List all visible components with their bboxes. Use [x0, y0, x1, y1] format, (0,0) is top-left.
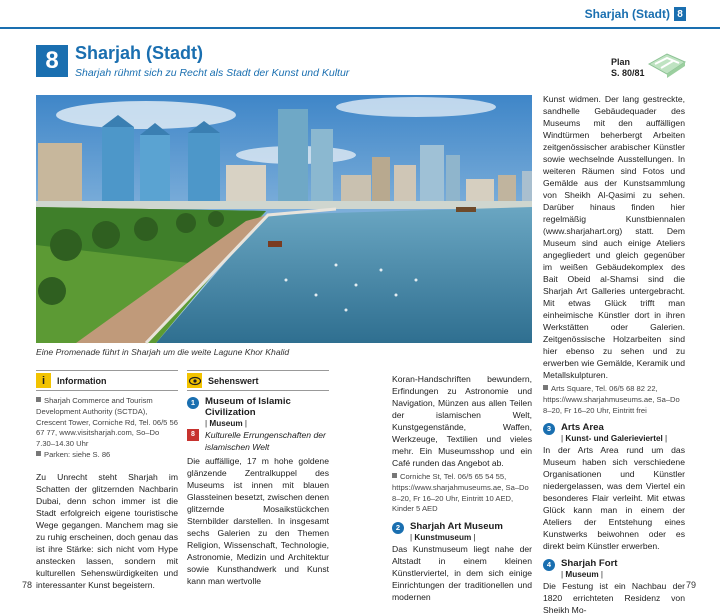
sight-1-text-continued: Koran-Handschriften bewundern, Erfindungen zu Astronomie und Navigation, Münzen aus allen Teilen der islamischen Welt, Kunstgegenstände, Waffen, Werkzeuge, Textilien und vieles mehr. Ein Museumsshop und ein Café runden das Angebot ab. [392, 374, 532, 468]
sight-1 [187, 396, 329, 429]
photo-caption: Eine Promenade führt in Sharjah um die weite Lagune Khor Khalid [36, 347, 290, 357]
sight-2-category: | Kunstmuseum | [410, 533, 476, 543]
eye-icon [187, 373, 202, 388]
page-number-left: 78 [22, 580, 33, 590]
sight-2 [392, 521, 532, 543]
sight-4-text: Die Festung ist ein Nachbau der 1820 errichteten Residenz von Sheikh Mo- [543, 581, 685, 616]
column-3 [392, 373, 532, 603]
info-icon: i [36, 373, 51, 388]
sight-2-text-continued: Kunst widmen. Der lang gestreckte, sandhelle Gebäudequader des Museums mit den auffälligen Windtürmen beherbergt Arbeiten zeitgenössischer arabischer Künstler sowie wechselnde Ausstellungen. In weiteren Räumen sind Fotos und Gemälde aus der Kunstsammlung von Sheikh Al-Qasimi zu sehen. Darüber hinaus finden hier regelmäßig Kunstbiennalen (www.sharjahart.org) statt. Dem Museum sind auch einige Ateliers angegliedert und gleich gegenüber im weißen Gebäudekomplex des Bait Obeid al-Shamsi sind die Sharjah Art Galleries untergebracht. Mit etwas Glück trifft man einheimische Künstler dort in ihren Werkstätten oder Galerien. Zeitgenössische Holzarbeiten sind hier ebenso zu sehen und zu erwerben wie Gemälde, Keramik und Metallskulpturen. [543, 94, 685, 380]
sights-column [187, 370, 329, 587]
sight-1-title: Museum of Islamic Civilization [205, 396, 291, 418]
lagoon-photo [36, 95, 532, 343]
running-head-number: 8 [674, 7, 686, 21]
column-4 [543, 93, 685, 616]
info-detail-parking: Parken: siehe S. 86 [36, 450, 178, 461]
plan-label: Plan [611, 57, 631, 67]
chapter-title: Sharjah (Stadt) [75, 43, 204, 63]
info-detail-contact: Sharjah Commerce and Tourism Development Authority (SCTDA), Crescent Tower, Corniche Rd, Tel. 06/5 56 67 77, www.visitsharjah.com, So–Do 7.30–14.30 Uhr [36, 396, 178, 449]
running-head [585, 7, 686, 21]
sights-box-title: Sehenswert [208, 375, 259, 386]
sight-number-badge: 1 [187, 397, 199, 409]
plan-page-ref: S. 80/81 [611, 68, 645, 78]
info-box-header [36, 370, 178, 391]
sight-3 [543, 422, 685, 444]
sight-4-category: | Museum | [561, 570, 604, 580]
intro-paragraph: Zu Unrecht steht Sharjah im Schatten der glitzernden Nachbarin Dubai, denn schon immer ist die Stadt erfolgreich eigene touristische Wege gegangen. Manchem mag sie zu ruhig erscheinen, doch genau das ist ihre Stärke: sich nicht vom Hype anstecken lassen, sondern mit kulturellen Sehenswürdigkeiten und interessanter Kunst begeistern. [36, 471, 178, 590]
info-box-title: Information [57, 375, 107, 386]
bullet-icon [36, 451, 41, 456]
sight-2-detail: Arts Square, Tel. 06/5 68 82 22, https://www.sharjahmuseums.ae, Sa–Do 8–20, Fr 16–20 Uhr, Eintritt frei [543, 384, 680, 415]
sight-3-category: | Kunst- und Galerieviertel | [561, 434, 668, 444]
bullet-icon [392, 473, 397, 478]
sight-4 [543, 558, 685, 580]
sight-4-title: Sharjah Fort [561, 558, 618, 570]
sight-number-badge: 3 [543, 423, 555, 435]
sight-1-category: | Museum | [205, 419, 248, 428]
sight-number-badge: 2 [392, 522, 404, 534]
sight-1-text: Die auffällige, 17 m hohe goldene glänzende Zentralkuppel des Museums ist innen mit blauen Glassteinen besetzt, zwischen denen glitzernde Mosaikstückchen Sternbilder darstellen. In insgesamt sechs Galerien zu den Themen Religion, Wissenschaft, Technologie, Astronomie, Medizin und Architektur sowie Kunsthandwerk und Kunst kann man wertvolle [187, 456, 329, 586]
sight-number-badge: 4 [543, 559, 555, 571]
sight-2-text: Das Kunstmuseum liegt nahe der Altstadt in einem kleinen Künstlerviertel, in dem sich einige Einrichtungen der traditionellen und modernen [392, 544, 532, 603]
info-column [36, 370, 178, 591]
sights-box-header [187, 370, 329, 391]
plan-reference[interactable] [611, 57, 645, 79]
highlight-marker-icon: 8 [187, 429, 199, 441]
info-details [36, 396, 178, 461]
chapter-subtitle: Sharjah rühmt sich zu Recht als Stadt der Kunst und Kultur [75, 67, 350, 79]
bullet-icon [36, 397, 41, 402]
sight-1-highlight-row [187, 429, 329, 453]
sight-1-highlight: Kulturelle Errungenschaften der islamischen Welt [205, 430, 326, 452]
sight-3-text: In der Arts Area rund um das Museum haben sich verschiedene Organisationen und Künstler niedergelassen, was dem Viertel ein besonderes Flair verleiht. Mit etwas Glück kann man in einem der Ateliers der Entstehung eines Kunstwerks beiwohnen oder es direkt beim Künstler erwerben. [543, 445, 685, 552]
sight-2-title: Sharjah Art Museum [410, 521, 503, 533]
page-number-right: 79 [686, 580, 697, 590]
map-icon [647, 50, 687, 78]
chapter-number-badge: 8 [36, 45, 68, 77]
running-head-title: Sharjah (Stadt) [584, 7, 670, 21]
sight-3-title: Arts Area [561, 422, 604, 434]
bullet-icon [543, 385, 548, 390]
header-rule [0, 27, 720, 29]
sight-1-detail: Corniche St, Tel. 06/5 65 54 55, https://www.sharjahmuseums.ae, Sa–Do 8–20, Fr 16–20 Uhr, Eintritt 10 AED, Kinder 5 AED [392, 472, 529, 514]
